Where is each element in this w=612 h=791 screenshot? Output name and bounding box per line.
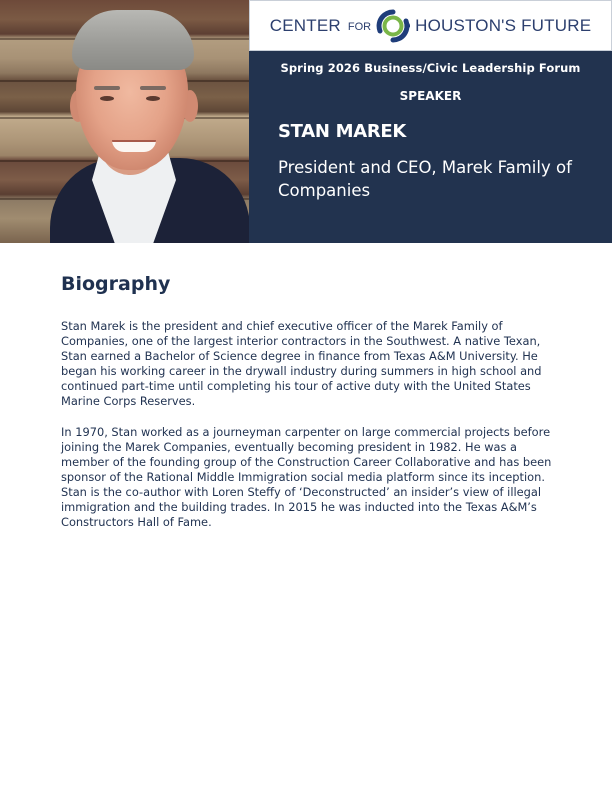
speaker-title: President and CEO, Marek Family of Companies bbox=[278, 158, 572, 200]
portrait-brow bbox=[94, 86, 120, 90]
forum-title: Spring 2026 Business/Civic Leadership Forum bbox=[280, 61, 581, 75]
ring-logo-icon bbox=[376, 9, 410, 43]
portrait-hair bbox=[72, 10, 194, 70]
biography-heading: Biography bbox=[61, 273, 171, 295]
logo-text-for: FOR bbox=[347, 21, 372, 33]
portrait-brow bbox=[140, 86, 166, 90]
speaker-label: SPEAKER bbox=[399, 89, 462, 103]
logo-text-houstons-future: HOUSTON'S FUTURE bbox=[415, 15, 592, 35]
biography-body bbox=[61, 319, 561, 545]
biography-paragraph: Stan Marek is the president and chief executive officer of the Marek Family of Companies, one of the largest interior contractors in the Southwest. A native Texan, Stan earned a Bachelor of Science degree in finance from Texas A&M University. He began his working career in the drywall industry during summers in high school and continued part-time until completing his tour of active duty with the United States Marine Corps Reserves. bbox=[61, 319, 542, 409]
portrait-smile bbox=[112, 140, 156, 152]
portrait-eye bbox=[146, 96, 160, 101]
speaker-photo bbox=[0, 0, 249, 243]
speaker-header bbox=[0, 0, 612, 243]
logo-text-center: CENTER bbox=[269, 15, 341, 35]
speaker-name: STAN MAREK bbox=[278, 121, 407, 142]
organization-logo bbox=[249, 0, 612, 51]
biography-paragraph: In 1970, Stan worked as a journeyman carpenter on large commercial projects before joining the Marek Companies, eventually becoming president in 1982. He was a member of the founding group of the Construction Career Collaborative and has been sponsor of the Rational Middle Immigration social media platform since its inception. Stan is the co-author with Loren Steffy of ‘Deconstructed’ an insider’s view of illegal immigration and the building trades. In 2015 he was inducted into the Texas A&M’s Constructors Hall of Fame. bbox=[61, 424, 552, 530]
portrait-eye bbox=[100, 96, 114, 101]
speaker-info-panel bbox=[249, 51, 612, 243]
